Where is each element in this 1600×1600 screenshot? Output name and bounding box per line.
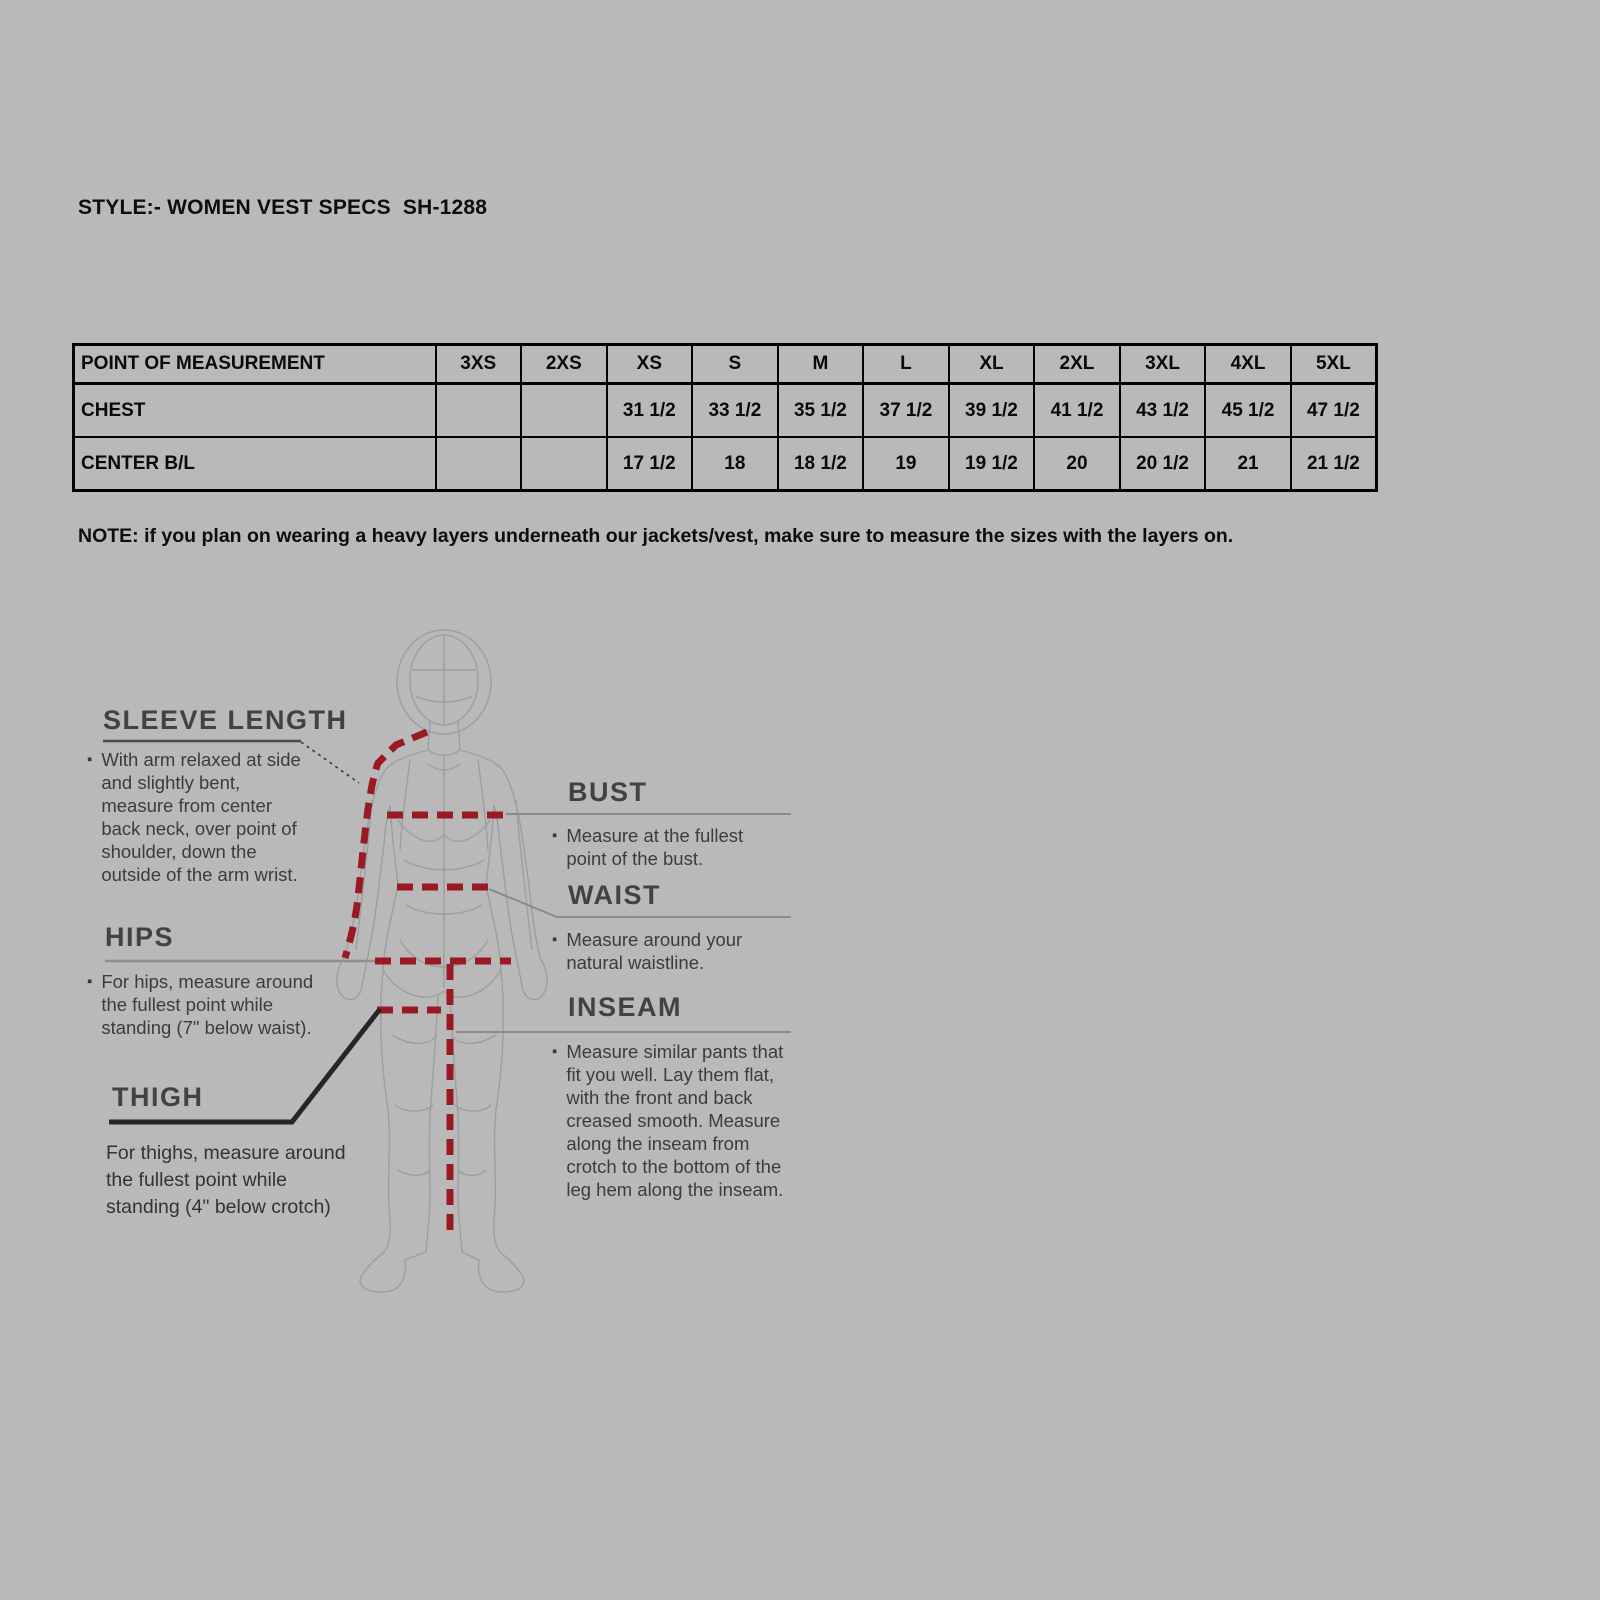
size-value-cell: 33 1/2	[692, 384, 778, 438]
size-value-cell: 41 1/2	[1034, 384, 1120, 438]
size-value-cell: 35 1/2	[778, 384, 864, 438]
size-value-cell	[436, 384, 522, 438]
thigh-description	[106, 1140, 356, 1221]
hips-text: For hips, measure around the fullest point while standing (7" below waist).	[101, 971, 314, 1038]
size-table-header-row	[74, 345, 1377, 384]
bust-heading: BUST	[568, 777, 648, 807]
column-header-size: 4XL	[1205, 345, 1291, 384]
waist-text: Measure around your natural waistline.	[566, 929, 743, 973]
hips-heading: HIPS	[105, 922, 175, 952]
thigh-heading: THIGH	[112, 1082, 204, 1112]
column-header-point-of-measurement: POINT OF MEASUREMENT	[74, 345, 436, 384]
bust-text: Measure at the fullest point of the bust.	[566, 825, 744, 869]
size-table	[72, 343, 1378, 492]
sleeve-length-measure-line	[345, 732, 427, 958]
size-value-cell: 17 1/2	[607, 437, 693, 491]
table-row	[74, 437, 1377, 491]
size-value-cell: 20	[1034, 437, 1120, 491]
size-value-cell: 18 1/2	[778, 437, 864, 491]
size-table-head	[74, 345, 1377, 384]
column-header-size: 3XL	[1120, 345, 1206, 384]
size-value-cell: 18	[692, 437, 778, 491]
size-table-body	[74, 384, 1377, 491]
sleeve-length-heading: SLEEVE LENGTH	[103, 705, 348, 735]
inseam-heading: INSEAM	[568, 992, 683, 1022]
column-header-size: 2XS	[521, 345, 607, 384]
size-value-cell	[436, 437, 522, 491]
size-value-cell: 19 1/2	[949, 437, 1035, 491]
column-header-size: 5XL	[1291, 345, 1377, 384]
sleeve-length-description	[87, 748, 309, 886]
note-text: NOTE: if you plan on wearing a heavy layers underneath our jackets/vest, make sure to measure the sizes with the layers on.	[78, 525, 1234, 547]
row-label: CENTER B/L	[74, 437, 436, 491]
row-label: CHEST	[74, 384, 436, 438]
thigh-text: For thighs, measure around the fullest point while standing (4" below crotch)	[106, 1142, 346, 1218]
sleeve-length-text: With arm relaxed at side and slightly bent, measure from center back neck, over point of shoulder, down the outside of the arm wrist.	[101, 749, 301, 885]
size-value-cell: 31 1/2	[607, 384, 693, 438]
table-row	[74, 384, 1377, 438]
bullet-square-icon: ▪	[87, 973, 93, 990]
size-value-cell: 47 1/2	[1291, 384, 1377, 438]
woman-wireframe-figure	[337, 630, 547, 1292]
bust-description	[552, 824, 760, 870]
column-header-size: 2XL	[1034, 345, 1120, 384]
column-header-size: XL	[949, 345, 1035, 384]
bullet-square-icon: ▪	[552, 1043, 558, 1060]
bullet-square-icon: ▪	[552, 827, 558, 844]
column-header-size: S	[692, 345, 778, 384]
bullet-square-icon: ▪	[87, 751, 93, 768]
waist-description	[552, 928, 752, 974]
column-header-size: L	[863, 345, 949, 384]
size-value-cell: 19	[863, 437, 949, 491]
waist-heading: WAIST	[568, 880, 661, 910]
size-value-cell	[521, 437, 607, 491]
column-header-size: XS	[607, 345, 693, 384]
size-value-cell: 43 1/2	[1120, 384, 1206, 438]
size-value-cell: 37 1/2	[863, 384, 949, 438]
column-header-size: 3XS	[436, 345, 522, 384]
inseam-text: Measure similar pants that fit you well. Lay them flat, with the front and back creased smooth. Measure along the inseam from crotch to the bottom of the leg hem along the inseam.	[566, 1041, 784, 1200]
bullet-square-icon: ▪	[552, 931, 558, 948]
size-value-cell: 21	[1205, 437, 1291, 491]
size-value-cell	[521, 384, 607, 438]
page-title: STYLE:- WOMEN VEST SPECS SH-1288	[78, 196, 488, 219]
size-value-cell: 20 1/2	[1120, 437, 1206, 491]
inseam-description	[552, 1040, 790, 1201]
size-value-cell: 45 1/2	[1205, 384, 1291, 438]
size-value-cell: 21 1/2	[1291, 437, 1377, 491]
hips-description	[87, 970, 315, 1039]
column-header-size: M	[778, 345, 864, 384]
size-value-cell: 39 1/2	[949, 384, 1035, 438]
sleeve-length-leader-line	[301, 742, 359, 783]
